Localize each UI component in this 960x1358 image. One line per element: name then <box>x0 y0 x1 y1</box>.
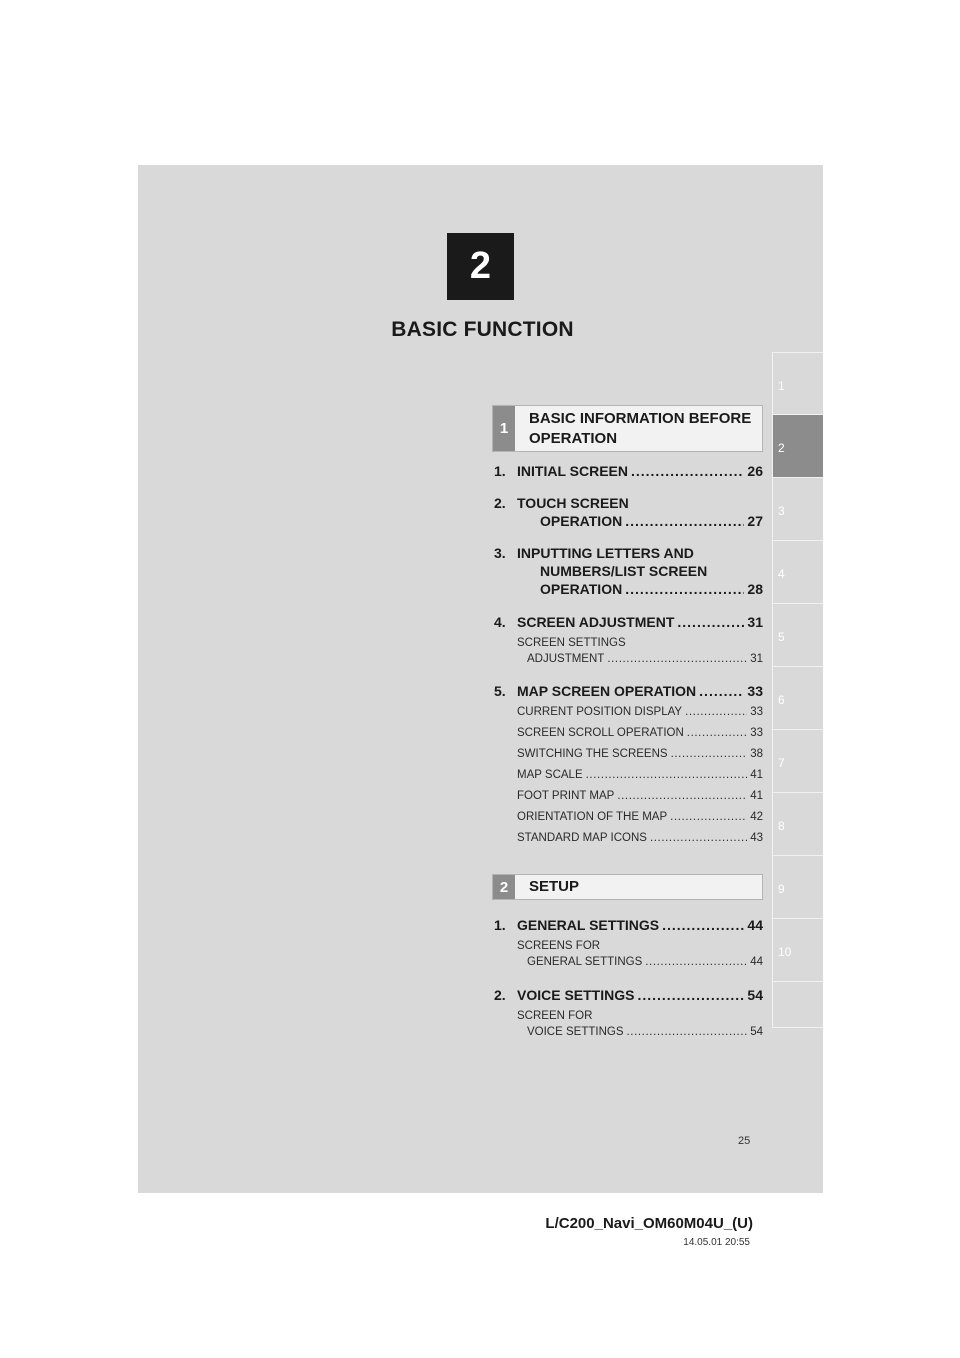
toc-entry[interactable]: 1. INITIAL SCREEN ..... 26 <box>494 462 763 480</box>
page-ref: 54 <box>750 1026 763 1038</box>
chapter-number: 2 <box>469 245 492 287</box>
toc-subentry[interactable]: CURRENT POSITION DISPLAY ..... 33 <box>517 704 763 720</box>
tab-1[interactable]: 1 <box>772 352 823 415</box>
tab-8[interactable]: 8 <box>772 793 823 856</box>
tab-7[interactable]: 7 <box>772 730 823 793</box>
toc-subentry[interactable]: SCREEN SCROLL OPERATION ..... 33 <box>517 725 763 741</box>
toc-entry[interactable]: 5. MAP SCREEN OPERATION ..... 33 <box>494 682 763 700</box>
tab-3[interactable]: 3 <box>772 478 823 541</box>
section-number: 1 <box>493 406 515 451</box>
section-title: BASIC INFORMATION BEFORE OPERATION <box>529 409 752 447</box>
page-ref: 44 <box>750 956 763 968</box>
page-ref: 33 <box>750 727 763 739</box>
document-timestamp: 14.05.01 20:55 <box>683 1237 750 1248</box>
section-number: 2 <box>493 875 515 899</box>
page-ref: 27 <box>747 513 763 529</box>
page-ref: 31 <box>747 614 763 630</box>
tab-9[interactable]: 9 <box>772 856 823 919</box>
toc-entry[interactable]: 2. VOICE SETTINGS ..... 54 <box>494 986 763 1004</box>
tab-4[interactable]: 4 <box>772 541 823 604</box>
toc-entry[interactable]: 1. GENERAL SETTINGS ..... 44 <box>494 916 763 934</box>
toc-subentry[interactable]: SCREENS FOR GENERAL SETTINGS ..... 44 <box>517 938 763 970</box>
page-ref: 33 <box>747 683 763 699</box>
toc-subentry[interactable]: ORIENTATION OF THE MAP ..... 42 <box>517 809 763 825</box>
tab-blank <box>772 982 823 1028</box>
toc-entry[interactable]: 3. INPUTTING LETTERS AND NUMBERS/LIST SCREEN OPERATION ..... 28 <box>494 544 763 598</box>
toc-entry[interactable]: 2. TOUCH SCREEN OPERATION ..... 27 <box>494 494 763 530</box>
toc-subentry[interactable]: SWITCHING THE SCREENS ..... 38 <box>517 746 763 762</box>
section-header-2 <box>492 874 763 900</box>
tab-5[interactable]: 5 <box>772 604 823 667</box>
tab-10[interactable]: 10 <box>772 919 823 982</box>
toc-entry[interactable]: 4. SCREEN ADJUSTMENT ..... 31 <box>494 613 763 631</box>
page-number: 25 <box>738 1135 751 1147</box>
toc-subentry[interactable]: FOOT PRINT MAP ..... 41 <box>517 788 763 804</box>
page-ref: 41 <box>750 790 763 802</box>
page-ref: 33 <box>750 706 763 718</box>
page-ref: 31 <box>750 653 763 665</box>
page-ref: 42 <box>750 811 763 823</box>
page-ref: 54 <box>747 987 763 1003</box>
document-id: L/C200_Navi_OM60M04U_(U) <box>545 1215 753 1232</box>
toc-subentry[interactable]: STANDARD MAP ICONS ..... 43 <box>517 830 763 846</box>
page-ref: 44 <box>747 917 763 933</box>
chapter-title: BASIC FUNCTION <box>391 318 574 341</box>
section-title: SETUP <box>529 878 580 895</box>
toc-subentry[interactable]: MAP SCALE ..... 41 <box>517 767 763 783</box>
page-ref: 43 <box>750 832 763 844</box>
chapter-number-box <box>447 233 514 300</box>
tab-6[interactable]: 6 <box>772 667 823 730</box>
page-ref: 41 <box>750 769 763 781</box>
page-ref: 38 <box>750 748 763 760</box>
chapter-tabs <box>772 352 823 1028</box>
page-ref: 28 <box>747 581 763 597</box>
tab-2[interactable]: 2 <box>772 415 823 478</box>
toc-subentry[interactable]: SCREEN SETTINGS ADJUSTMENT ..... 31 <box>517 635 763 667</box>
toc-subentry[interactable]: SCREEN FOR VOICE SETTINGS ..... 54 <box>517 1008 763 1040</box>
section-header-1 <box>492 405 763 452</box>
page-ref: 26 <box>747 463 763 479</box>
